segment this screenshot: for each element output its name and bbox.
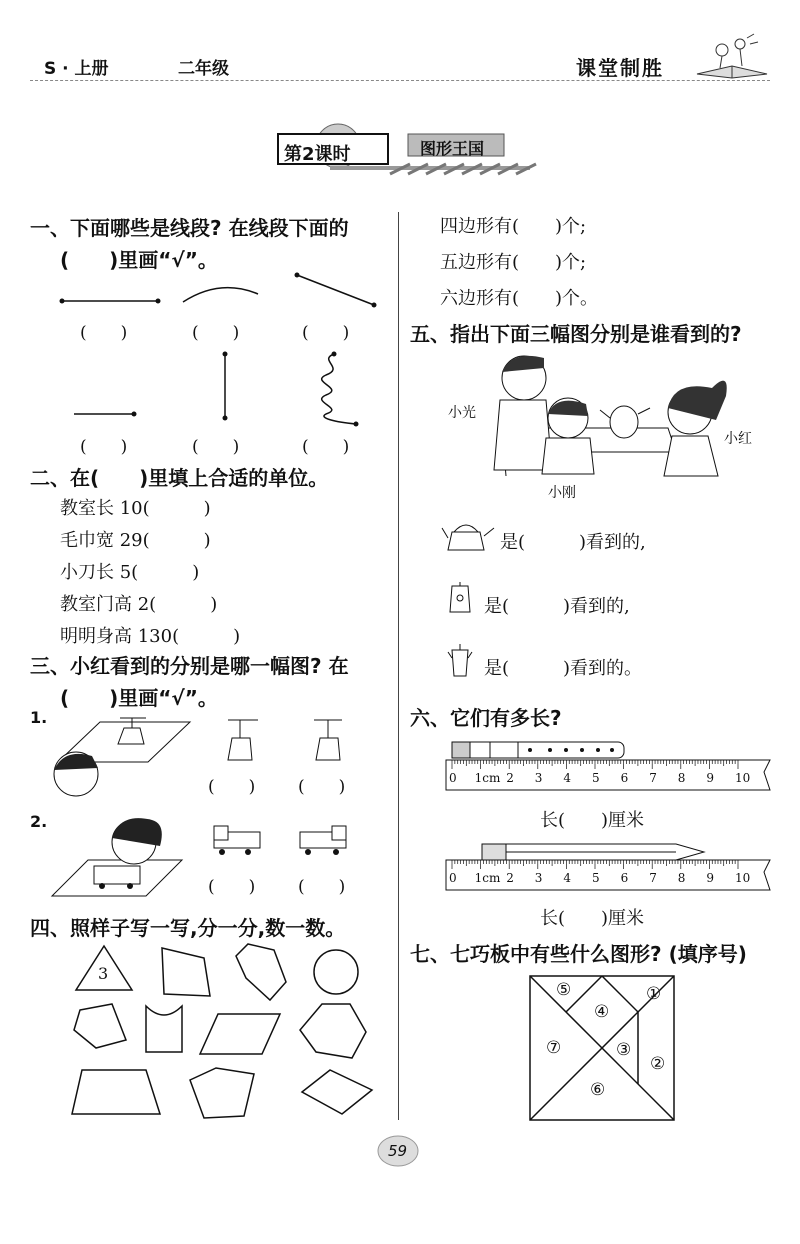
q4-line-hexagon[interactable]: 六边形有( )个。 [440, 288, 599, 309]
q1-blank-2[interactable]: ( ) [192, 323, 240, 343]
q4-example-number: 3 [98, 964, 109, 983]
page-number: 59 [388, 1142, 408, 1160]
ruler-label: 2 [506, 771, 514, 785]
q1-blank-3[interactable]: ( ) [302, 323, 350, 343]
q6-title: 六、它们有多长? [410, 706, 562, 730]
ruler-label: 5 [592, 771, 600, 785]
q2-item-1[interactable]: 教室长 10( ) [60, 498, 211, 519]
q7-title: 七、七巧板中有些什么图形? (填序号) [410, 942, 747, 966]
q4-line-pentagon[interactable]: 五边形有( )个; [440, 252, 587, 273]
ruler-label: 10 [735, 771, 751, 785]
q4-line-quadrilateral[interactable]: 四边形有( )个; [440, 216, 587, 237]
q2-title: 二、在( )里填上合适的单位。 [30, 466, 329, 490]
q1-blank-5[interactable]: ( ) [192, 437, 240, 457]
ruler-label: 2 [506, 871, 514, 885]
ruler-label: 6 [620, 871, 629, 885]
ruler-label: 0 [449, 771, 457, 785]
ruler-label: 5 [592, 871, 600, 885]
ruler-label: 8 [677, 771, 686, 785]
ruler-label: 4 [563, 871, 572, 885]
ruler-label: 3 [534, 871, 543, 885]
q1-blank-4[interactable]: ( ) [80, 437, 128, 457]
ruler-label: 1cm [474, 871, 501, 885]
name-xiaohong: 小红 [724, 431, 752, 447]
q3-text-line1: 三、小红看到的分别是哪一幅图? 在 [30, 654, 349, 678]
ruler-label: 7 [649, 771, 657, 785]
name-xiaogang: 小刚 [548, 485, 576, 501]
ruler-label: 3 [534, 771, 543, 785]
q5-title: 五、指出下面三幅图分别是谁看到的? [410, 322, 742, 346]
q1-blank-6[interactable]: ( ) [302, 437, 350, 457]
q2-item-3[interactable]: 小刀长 5( ) [60, 562, 200, 583]
ruler-label: 9 [706, 771, 715, 785]
ruler-label: 8 [677, 871, 686, 885]
q1-text-line1: 一、下面哪些是线段? 在线段下面的 [30, 216, 349, 240]
brand-title: 课堂制胜 [576, 56, 664, 80]
q6-answer-pencil[interactable]: 长( )厘米 [540, 908, 645, 929]
tangram-piece-3: ③ [616, 1040, 632, 1060]
q3-blank-2a[interactable]: ( ) [208, 877, 256, 897]
q3-num-2: 2. [30, 812, 48, 831]
ruler-label: 7 [649, 871, 657, 885]
q3-num-1: 1. [30, 708, 48, 727]
ruler-label: 6 [620, 771, 629, 785]
ruler-label: 1cm [474, 771, 501, 785]
q2-item-2[interactable]: 毛巾宽 29( ) [60, 530, 211, 551]
q6-answer-flute[interactable]: 长( )厘米 [540, 810, 645, 831]
q4-title: 四、照样子写一写,分一分,数一数。 [30, 916, 346, 940]
q1-text-line2: ( )里画“√”。 [60, 248, 218, 272]
q5-answer-3[interactable]: 是( )看到的。 [484, 658, 643, 679]
tangram-piece-6: ⑥ [590, 1080, 606, 1100]
ruler-label: 0 [449, 871, 457, 885]
q3-blank-2b[interactable]: ( ) [298, 877, 346, 897]
q3-text-line2: ( )里画“√”。 [60, 686, 218, 710]
ruler-label: 4 [563, 771, 572, 785]
ruler-label: 9 [706, 871, 715, 885]
grade-left: S · 上册 [44, 59, 109, 79]
lesson-tag: 第2课时 [284, 144, 351, 165]
grade-right: 二年级 [178, 59, 229, 79]
q5-answer-2[interactable]: 是( )看到的, [484, 596, 630, 617]
q2-item-5[interactable]: 明明身高 130( ) [60, 626, 241, 647]
tangram-piece-5: ⑤ [556, 980, 572, 1000]
ruler-label: 10 [735, 871, 751, 885]
tangram-piece-4: ④ [594, 1002, 610, 1022]
tangram-piece-7: ⑦ [546, 1038, 562, 1058]
tangram-piece-2: ② [650, 1054, 666, 1074]
q2-item-4[interactable]: 教室门高 2( ) [60, 594, 218, 615]
q3-blank-1b[interactable]: ( ) [298, 777, 346, 797]
q3-blank-1a[interactable]: ( ) [208, 777, 256, 797]
name-xiaoguang: 小光 [448, 405, 476, 421]
q5-answer-1[interactable]: 是( )看到的, [500, 532, 646, 553]
lesson-title: 图形王国 [420, 139, 485, 158]
q1-blank-1[interactable]: ( ) [80, 323, 128, 343]
tangram-piece-1: ① [646, 984, 662, 1004]
